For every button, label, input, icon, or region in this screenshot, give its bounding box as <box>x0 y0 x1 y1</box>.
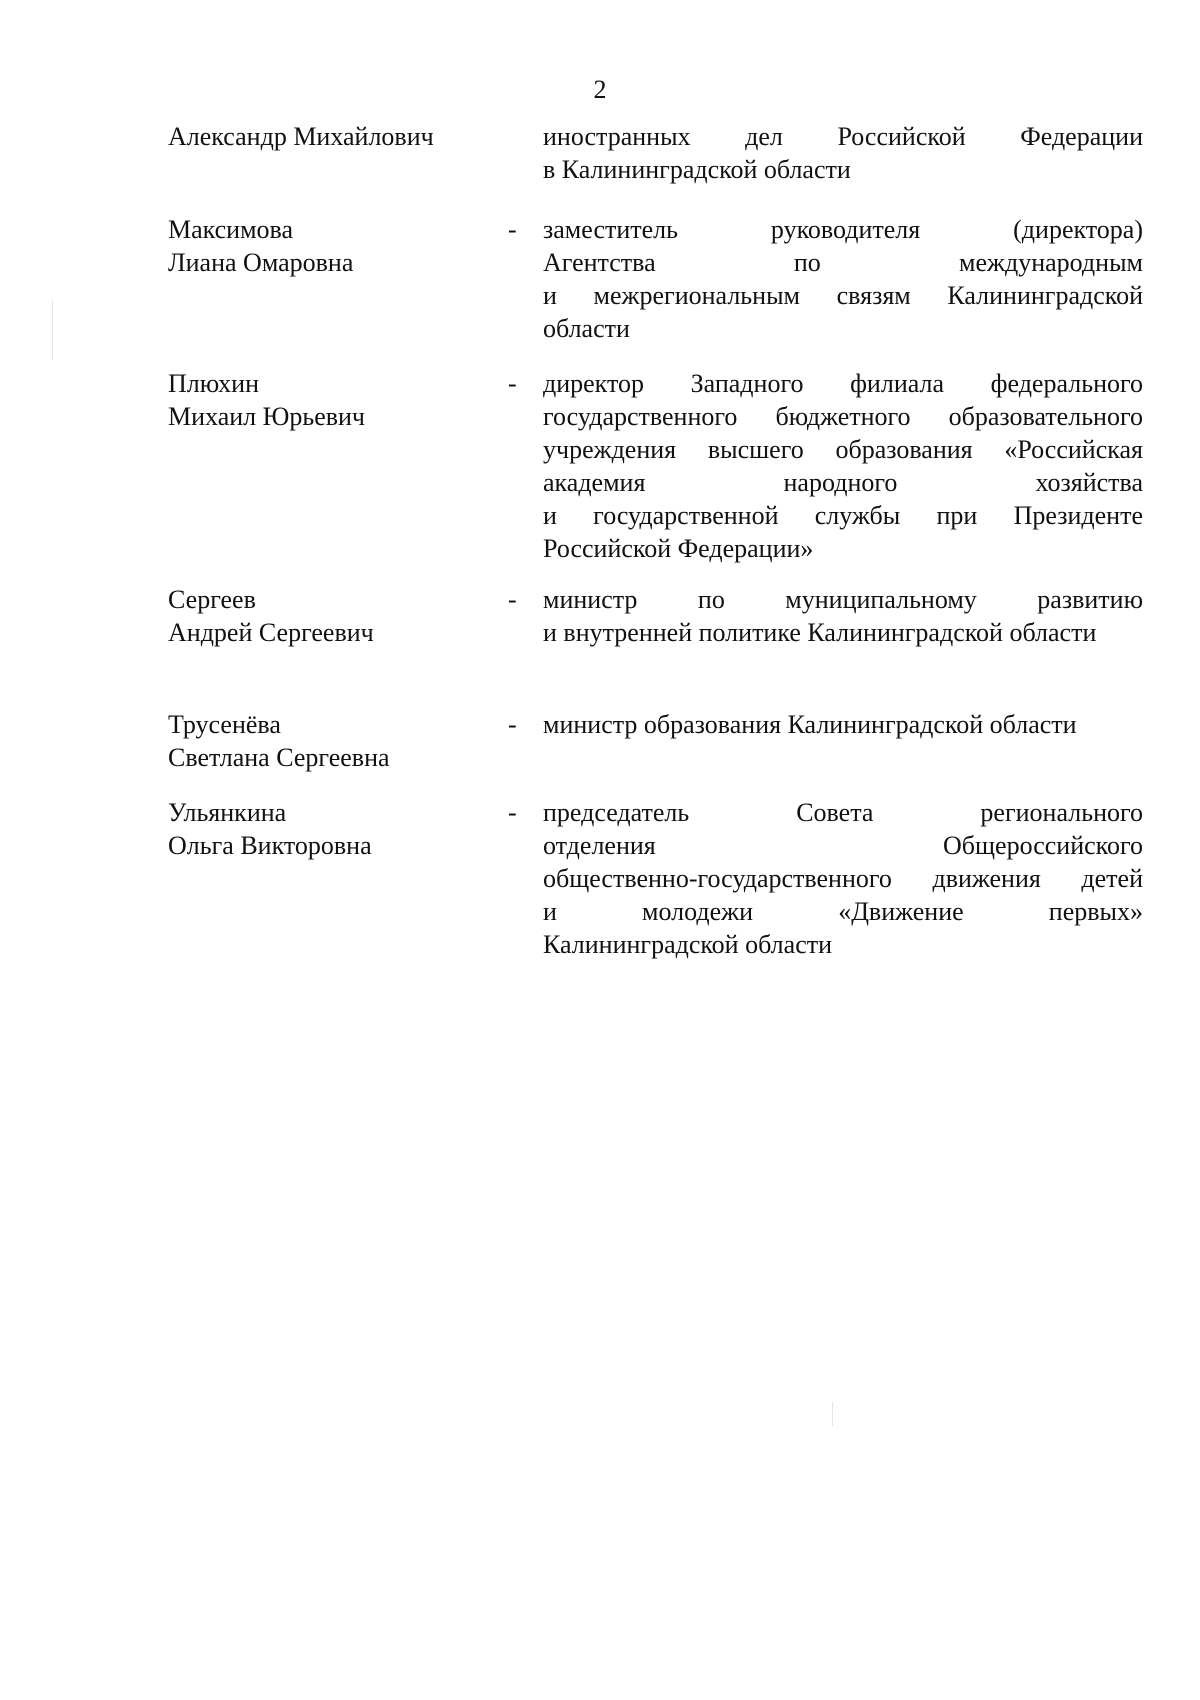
position-line: в Калининградской области <box>543 155 851 184</box>
person-position <box>543 213 1143 345</box>
position-line: учреждения высшего образования «Российская <box>543 435 1143 464</box>
person-position <box>543 367 1143 565</box>
person-given-name: Светлана Сергеевна <box>168 743 390 772</box>
person-surname: Сергеев <box>168 585 256 614</box>
dash-separator: - <box>508 369 517 398</box>
person-given-name: Андрей Сергеевич <box>168 618 374 647</box>
position-line: и межрегиональным связям Калининградской <box>543 281 1143 310</box>
position-line: министр по муниципальному развитию <box>543 585 1143 614</box>
position-line: общественно-государственного движения детей <box>543 864 1143 893</box>
person-position <box>543 583 1143 649</box>
position-line: председатель Совета регионального <box>543 798 1143 827</box>
position-line: Российской Федерации» <box>543 534 814 563</box>
position-line: академия народного хозяйства <box>543 468 1143 497</box>
person-surname: Трусенёва <box>168 710 281 739</box>
person-name <box>168 796 508 862</box>
page-number: 2 <box>593 75 607 104</box>
person-surname: Максимова <box>168 215 294 244</box>
scan-artifact <box>52 300 53 360</box>
position-line: иностранных дел Российской Федерации <box>543 122 1143 151</box>
position-line: отделения Общероссийского <box>543 831 1143 860</box>
position-line: и государственной службы при Президенте <box>543 501 1143 530</box>
dash-separator: - <box>508 798 517 827</box>
person-position <box>543 120 1143 186</box>
position-line: заместитель руководителя (директора) <box>543 215 1143 244</box>
person-given-name: Михаил Юрьевич <box>168 402 366 431</box>
position-line: министр образования Калининградской области <box>543 710 1077 739</box>
position-line: государственного бюджетного образовательного <box>543 402 1143 431</box>
person-name <box>168 120 508 153</box>
person-position <box>543 708 1143 741</box>
person-name <box>168 583 508 649</box>
person-given-name: Лиана Омаровна <box>168 248 354 277</box>
position-line: и внутренней политике Калининградской области <box>543 618 1097 647</box>
position-line: Калининградской области <box>543 930 833 959</box>
dash-separator: - <box>508 215 517 244</box>
person-given-name: Ольга Викторовна <box>168 831 372 860</box>
position-line: и молодежи «Движение первых» <box>543 897 1143 926</box>
scan-artifact <box>832 1402 833 1426</box>
position-line: области <box>543 314 630 343</box>
person-surname: Ульянкина <box>168 798 287 827</box>
person-surname: Плюхин <box>168 369 259 398</box>
person-position <box>543 796 1143 961</box>
position-line: директор Западного филиала федерального <box>543 369 1143 398</box>
dash-separator: - <box>508 710 517 739</box>
position-line: Агентства по международным <box>543 248 1143 277</box>
person-name <box>168 708 508 774</box>
dash-separator: - <box>508 585 517 614</box>
person-name-line: Александр Михайлович <box>168 122 434 151</box>
person-name <box>168 213 508 279</box>
person-name <box>168 367 508 433</box>
